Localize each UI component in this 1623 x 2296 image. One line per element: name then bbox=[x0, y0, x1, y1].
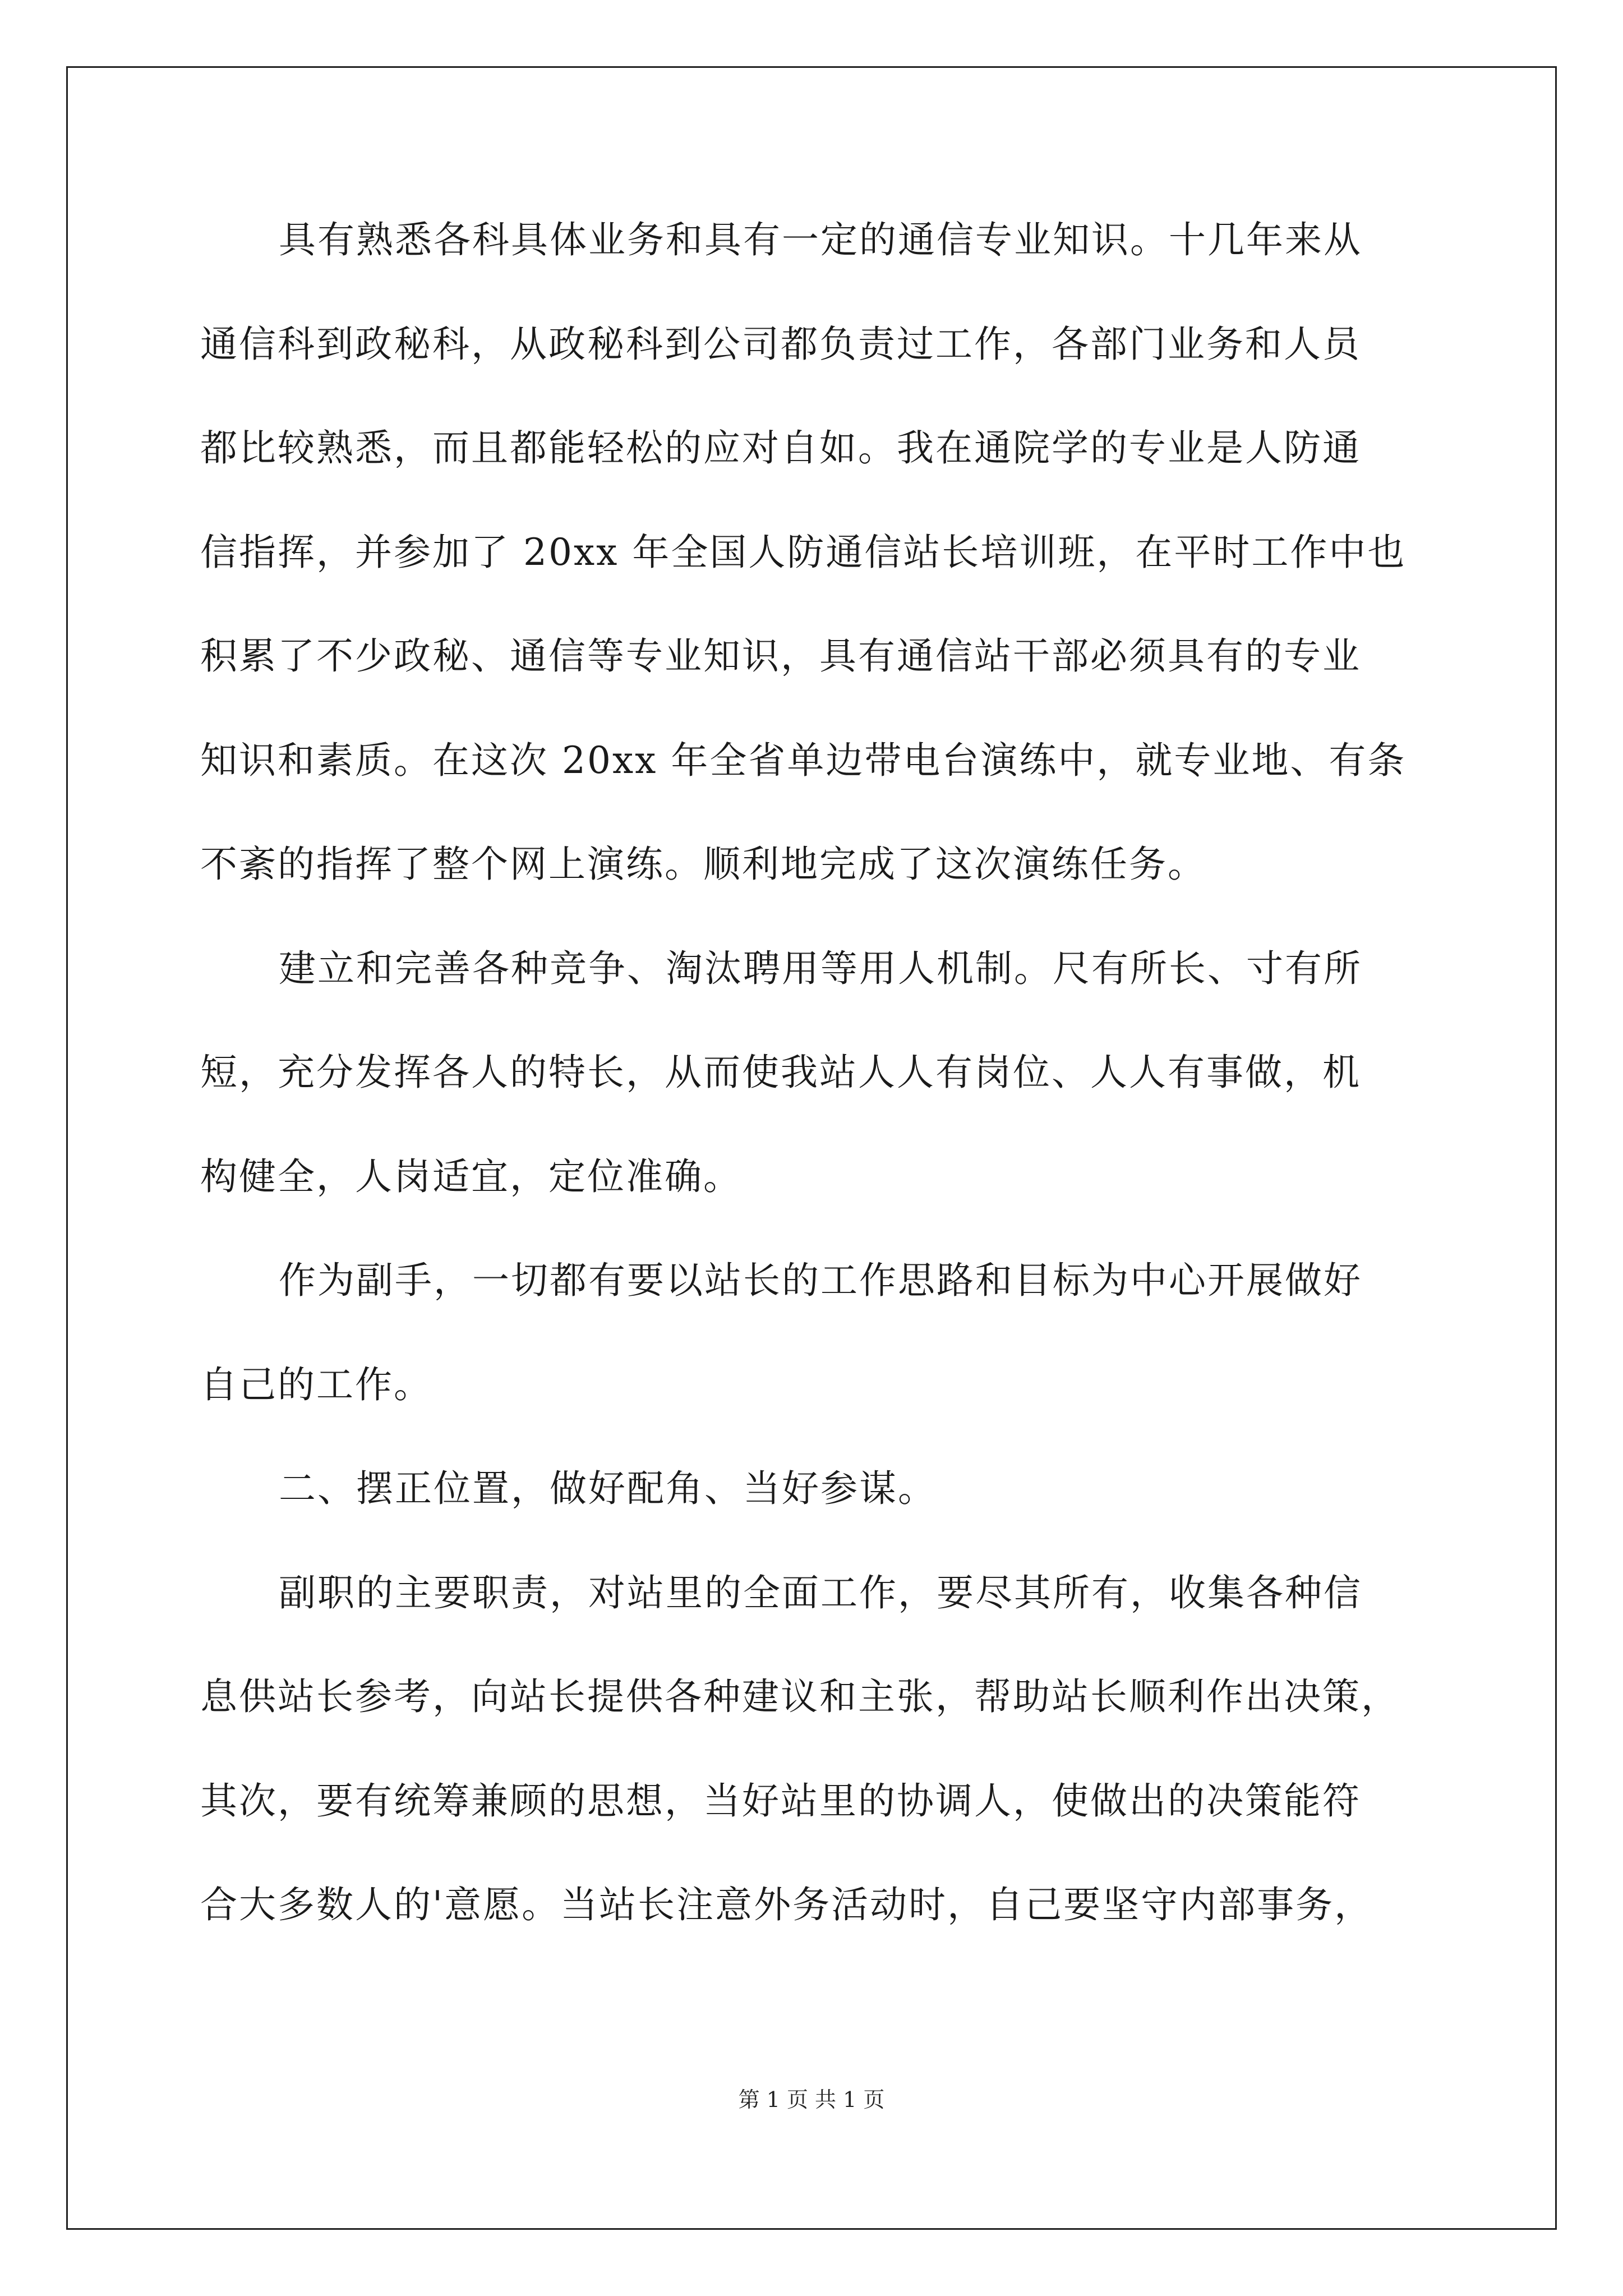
text-line: 积累了不少政秘、通信等专业知识，具有通信站干部必须具有的专业 bbox=[200, 634, 1361, 678]
page-footer: 第 1 页 共 1 页 bbox=[738, 2087, 885, 2112]
text-line: 二、摆正位置，做好配角、当好参谋。 bbox=[279, 1467, 937, 1510]
text-line: 其次，要有统筹兼顾的思想，当好站里的协调人，使做出的决策能符 bbox=[200, 1779, 1361, 1823]
text-line: 短，充分发挥各人的特长，从而使我站人人有岗位、人人有事做，机 bbox=[200, 1051, 1361, 1094]
text-line: 副职的主要职责，对站里的全面工作，要尽其所有，收集各种信 bbox=[279, 1571, 1362, 1614]
text-line: 构健全，人岗适宜，定位准确。 bbox=[200, 1154, 742, 1198]
text-line: 息供站长参考，向站长提供各种建议和主张，帮助站长顺利作出决策， bbox=[200, 1675, 1400, 1718]
text-line: 具有熟悉各科具体业务和具有一定的通信专业知识。十几年来从 bbox=[279, 218, 1362, 261]
text-line: 知识和素质。在这次 20xx 年全省单边带电台演练中，就专业地、有条 bbox=[200, 738, 1407, 782]
text-line: 通信科到政秘科，从政秘科到公司都负责过工作，各部门业务和人员 bbox=[200, 322, 1361, 366]
text-line: 建立和完善各种竞争、淘汰聘用等用人机制。尺有所长、寸有所 bbox=[279, 946, 1362, 990]
text-line: 不紊的指挥了整个网上演练。顺利地完成了这次演练任务。 bbox=[200, 843, 1206, 886]
text-line: 自己的工作。 bbox=[200, 1363, 432, 1406]
text-line: 合大多数人的'意愿。当站长注意外务活动时，自己要坚守内部事务， bbox=[200, 1883, 1373, 1926]
text-line: 作为副手，一切都有要以站长的工作思路和目标为中心开展做好 bbox=[279, 1259, 1362, 1302]
text-line: 信指挥，并参加了 20xx 年全国人防通信站长培训班，在平时工作中也 bbox=[200, 530, 1407, 574]
document-body bbox=[200, 213, 1428, 1982]
text-line: 都比较熟悉，而且都能轻松的应对自如。我在通院学的专业是人防通 bbox=[200, 426, 1361, 470]
